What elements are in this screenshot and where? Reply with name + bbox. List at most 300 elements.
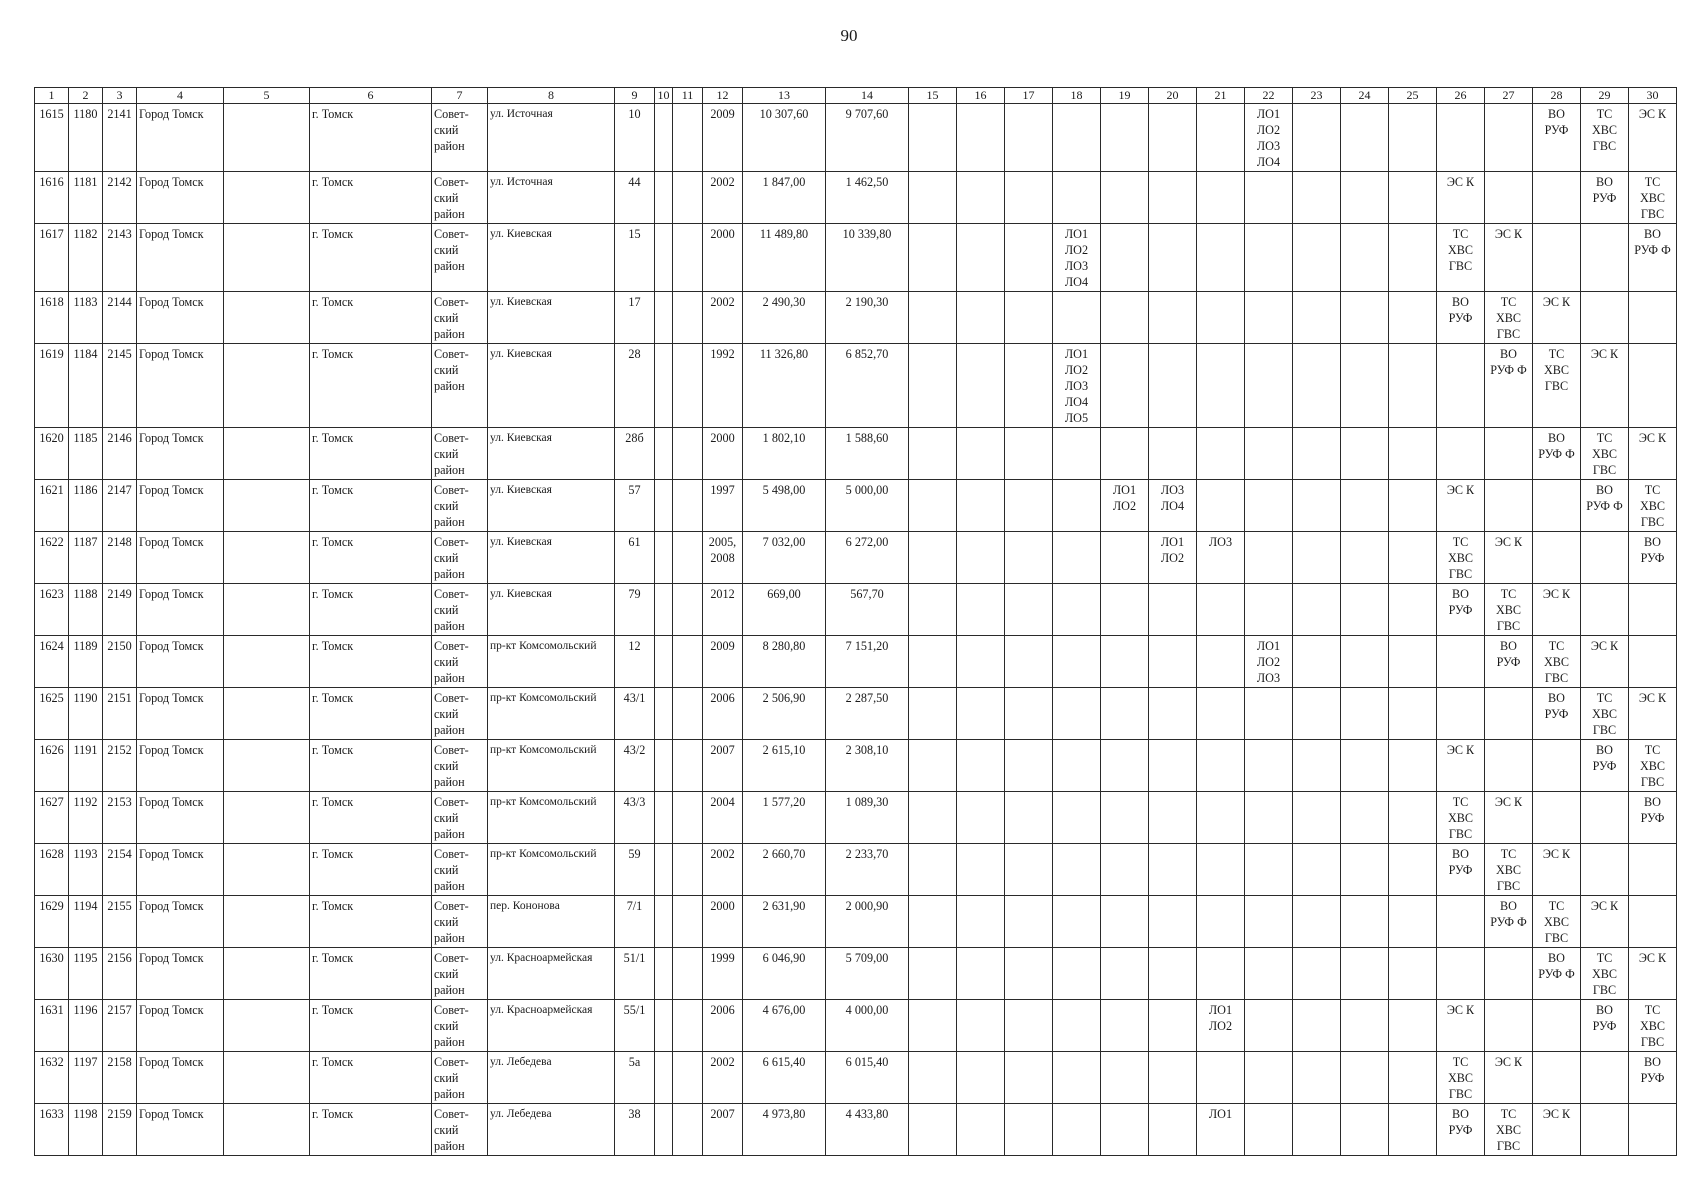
table-cell-col-8: ул. Киевская — [488, 292, 615, 344]
table-cell-col-10 — [655, 428, 673, 480]
table-cell-col-30 — [1629, 292, 1677, 344]
table-cell-col-15 — [909, 948, 957, 1000]
table-cell-col-10 — [655, 480, 673, 532]
table-cell-col-16 — [957, 636, 1005, 688]
table-cell-col-25 — [1389, 688, 1437, 740]
table-cell-col-22: ЛО1 ЛО2 ЛО3 — [1245, 636, 1293, 688]
table-row — [35, 896, 1677, 948]
table-cell-col-2: 1186 — [69, 480, 103, 532]
table-cell-col-14: 7 151,20 — [826, 636, 909, 688]
table-cell-col-11 — [673, 224, 703, 292]
table-cell-col-19 — [1101, 1104, 1149, 1156]
table-cell-col-18 — [1053, 636, 1101, 688]
table-cell-col-4: Город Томск — [137, 792, 224, 844]
table-cell-col-14: 6 852,70 — [826, 344, 909, 428]
table-cell-col-4: Город Томск — [137, 428, 224, 480]
table-cell-col-26: ЭС К — [1437, 740, 1485, 792]
table-cell-col-7: Совет- ский район — [432, 104, 488, 172]
table-cell-col-11 — [673, 292, 703, 344]
table-cell-col-29: ТС ХВС ГВС — [1581, 688, 1629, 740]
table-cell-col-21: ЛО3 — [1197, 532, 1245, 584]
table-cell-col-10 — [655, 740, 673, 792]
table-cell-col-12: 1999 — [703, 948, 743, 1000]
table-cell-col-22 — [1245, 428, 1293, 480]
table-cell-col-11 — [673, 428, 703, 480]
table-cell-col-16 — [957, 896, 1005, 948]
table-cell-col-9: 38 — [615, 1104, 655, 1156]
table-cell-col-23 — [1293, 792, 1341, 844]
table-cell-col-18 — [1053, 480, 1101, 532]
table-cell-col-11 — [673, 532, 703, 584]
table-cell-col-21 — [1197, 480, 1245, 532]
table-cell-col-26: ЭС К — [1437, 480, 1485, 532]
column-header-2: 2 — [69, 88, 103, 104]
column-header-20: 20 — [1149, 88, 1197, 104]
table-cell-col-24 — [1341, 896, 1389, 948]
table-cell-col-8: ул. Киевская — [488, 532, 615, 584]
table-row — [35, 344, 1677, 428]
column-header-15: 15 — [909, 88, 957, 104]
column-header-8: 8 — [488, 88, 615, 104]
table-cell-col-14: 4 000,00 — [826, 1000, 909, 1052]
table-cell-col-2: 1197 — [69, 1052, 103, 1104]
table-cell-col-29 — [1581, 1052, 1629, 1104]
table-cell-col-11 — [673, 948, 703, 1000]
table-cell-col-1: 1631 — [35, 1000, 69, 1052]
table-cell-col-12: 2006 — [703, 688, 743, 740]
table-cell-col-2: 1195 — [69, 948, 103, 1000]
table-cell-col-7: Совет- ский район — [432, 1052, 488, 1104]
table-cell-col-9: 43/1 — [615, 688, 655, 740]
table-cell-col-11 — [673, 844, 703, 896]
table-cell-col-11 — [673, 740, 703, 792]
column-header-14: 14 — [826, 88, 909, 104]
table-cell-col-27: ЭС К — [1485, 1052, 1533, 1104]
table-cell-col-13: 4 676,00 — [743, 1000, 826, 1052]
table-cell-col-21: ЛО1 ЛО2 — [1197, 1000, 1245, 1052]
table-cell-col-19 — [1101, 224, 1149, 292]
table-cell-col-2: 1189 — [69, 636, 103, 688]
table-cell-col-1: 1632 — [35, 1052, 69, 1104]
table-cell-col-23 — [1293, 532, 1341, 584]
table-cell-col-21 — [1197, 172, 1245, 224]
table-cell-col-17 — [1005, 844, 1053, 896]
table-cell-col-12: 2007 — [703, 740, 743, 792]
table-cell-col-30: ТС ХВС ГВС — [1629, 1000, 1677, 1052]
table-cell-col-4: Город Томск — [137, 1104, 224, 1156]
table-cell-col-7: Совет- ский район — [432, 480, 488, 532]
table-cell-col-12: 2009 — [703, 636, 743, 688]
table-cell-col-23 — [1293, 896, 1341, 948]
column-header-13: 13 — [743, 88, 826, 104]
table-cell-col-9: 28 — [615, 344, 655, 428]
table-cell-col-1: 1619 — [35, 344, 69, 428]
table-row — [35, 292, 1677, 344]
table-cell-col-10 — [655, 844, 673, 896]
table-cell-col-18 — [1053, 172, 1101, 224]
table-cell-col-30: ТС ХВС ГВС — [1629, 172, 1677, 224]
table-cell-col-29 — [1581, 792, 1629, 844]
table-cell-col-15 — [909, 1104, 957, 1156]
table-cell-col-22 — [1245, 224, 1293, 292]
table-cell-col-28: ВО РУФ Ф — [1533, 428, 1581, 480]
table-cell-col-6: г. Томск — [310, 636, 432, 688]
table-cell-col-8: ул. Киевская — [488, 224, 615, 292]
table-cell-col-7: Совет- ский район — [432, 292, 488, 344]
table-cell-col-5 — [224, 844, 310, 896]
table-cell-col-19 — [1101, 104, 1149, 172]
table-cell-col-17 — [1005, 896, 1053, 948]
table-cell-col-30: ЭС К — [1629, 948, 1677, 1000]
table-cell-col-1: 1617 — [35, 224, 69, 292]
table-cell-col-25 — [1389, 224, 1437, 292]
column-header-30: 30 — [1629, 88, 1677, 104]
table-cell-col-3: 2148 — [103, 532, 137, 584]
table-cell-col-18: ЛО1 ЛО2 ЛО3 ЛО4 — [1053, 224, 1101, 292]
table-cell-col-3: 2147 — [103, 480, 137, 532]
table-cell-col-25 — [1389, 172, 1437, 224]
page-number: 90 — [840, 26, 858, 45]
table-cell-col-3: 2156 — [103, 948, 137, 1000]
table-cell-col-8: ул. Киевская — [488, 584, 615, 636]
table-cell-col-10 — [655, 584, 673, 636]
table-row — [35, 636, 1677, 688]
table-cell-col-17 — [1005, 1052, 1053, 1104]
table-cell-col-14: 9 707,60 — [826, 104, 909, 172]
column-header-29: 29 — [1581, 88, 1629, 104]
table-cell-col-14: 1 462,50 — [826, 172, 909, 224]
table-cell-col-30: ЭС К — [1629, 428, 1677, 480]
table-cell-col-6: г. Томск — [310, 1052, 432, 1104]
table-cell-col-9: 5а — [615, 1052, 655, 1104]
table-cell-col-3: 2150 — [103, 636, 137, 688]
table-cell-col-9: 59 — [615, 844, 655, 896]
table-cell-col-27 — [1485, 1000, 1533, 1052]
table-cell-col-26 — [1437, 104, 1485, 172]
table-cell-col-19 — [1101, 688, 1149, 740]
column-header-10: 10 — [655, 88, 673, 104]
table-cell-col-1: 1623 — [35, 584, 69, 636]
table-cell-col-1: 1622 — [35, 532, 69, 584]
table-cell-col-17 — [1005, 224, 1053, 292]
table-cell-col-30: ВО РУФ — [1629, 792, 1677, 844]
table-cell-col-24 — [1341, 636, 1389, 688]
table-cell-col-4: Город Томск — [137, 584, 224, 636]
table-cell-col-6: г. Томск — [310, 948, 432, 1000]
table-cell-col-3: 2142 — [103, 172, 137, 224]
table-cell-col-3: 2157 — [103, 1000, 137, 1052]
table-cell-col-20 — [1149, 584, 1197, 636]
table-cell-col-10 — [655, 948, 673, 1000]
table-cell-col-20 — [1149, 896, 1197, 948]
table-cell-col-11 — [673, 584, 703, 636]
column-header-27: 27 — [1485, 88, 1533, 104]
table-cell-col-1: 1626 — [35, 740, 69, 792]
table-cell-col-17 — [1005, 480, 1053, 532]
table-cell-col-4: Город Томск — [137, 480, 224, 532]
table-cell-col-22 — [1245, 292, 1293, 344]
table-cell-col-10 — [655, 292, 673, 344]
table-cell-col-17 — [1005, 948, 1053, 1000]
table-cell-col-18 — [1053, 532, 1101, 584]
table-cell-col-15 — [909, 1000, 957, 1052]
table-cell-col-19 — [1101, 740, 1149, 792]
table-cell-col-13: 6 615,40 — [743, 1052, 826, 1104]
table-cell-col-30 — [1629, 844, 1677, 896]
table-cell-col-5 — [224, 636, 310, 688]
table-cell-col-22 — [1245, 584, 1293, 636]
table-cell-col-22 — [1245, 844, 1293, 896]
table-cell-col-15 — [909, 428, 957, 480]
column-header-17: 17 — [1005, 88, 1053, 104]
table-cell-col-10 — [655, 1052, 673, 1104]
table-cell-col-1: 1618 — [35, 292, 69, 344]
table-cell-col-20 — [1149, 1104, 1197, 1156]
column-header-6: 6 — [310, 88, 432, 104]
table-cell-col-1: 1615 — [35, 104, 69, 172]
table-cell-col-6: г. Томск — [310, 480, 432, 532]
table-cell-col-5 — [224, 104, 310, 172]
column-header-1: 1 — [35, 88, 69, 104]
table-cell-col-18 — [1053, 740, 1101, 792]
table-cell-col-18 — [1053, 792, 1101, 844]
table-cell-col-28 — [1533, 172, 1581, 224]
table-cell-col-14: 2 000,90 — [826, 896, 909, 948]
table-cell-col-1: 1630 — [35, 948, 69, 1000]
table-cell-col-25 — [1389, 740, 1437, 792]
table-cell-col-30 — [1629, 896, 1677, 948]
table-row — [35, 104, 1677, 172]
table-cell-col-17 — [1005, 584, 1053, 636]
table-cell-col-7: Совет- ский район — [432, 636, 488, 688]
table-cell-col-30: ВО РУФ — [1629, 532, 1677, 584]
column-header-25: 25 — [1389, 88, 1437, 104]
table-cell-col-4: Город Томск — [137, 1000, 224, 1052]
table-cell-col-12: 2002 — [703, 172, 743, 224]
column-header-18: 18 — [1053, 88, 1101, 104]
table-cell-col-11 — [673, 344, 703, 428]
table-cell-col-25 — [1389, 1052, 1437, 1104]
table-cell-col-17 — [1005, 104, 1053, 172]
table-cell-col-10 — [655, 104, 673, 172]
table-cell-col-7: Совет- ский район — [432, 428, 488, 480]
table-cell-col-16 — [957, 740, 1005, 792]
table-cell-col-8: ул. Источная — [488, 172, 615, 224]
table-cell-col-2: 1185 — [69, 428, 103, 480]
table-cell-col-4: Город Томск — [137, 688, 224, 740]
table-cell-col-12: 2012 — [703, 584, 743, 636]
table-cell-col-3: 2153 — [103, 792, 137, 844]
table-cell-col-14: 6 015,40 — [826, 1052, 909, 1104]
table-cell-col-15 — [909, 172, 957, 224]
table-cell-col-22 — [1245, 480, 1293, 532]
table-cell-col-5 — [224, 428, 310, 480]
table-cell-col-4: Город Томск — [137, 104, 224, 172]
table-cell-col-3: 2158 — [103, 1052, 137, 1104]
table-cell-col-7: Совет- ский район — [432, 172, 488, 224]
table-cell-col-6: г. Томск — [310, 896, 432, 948]
table-cell-col-22 — [1245, 896, 1293, 948]
table-cell-col-14: 10 339,80 — [826, 224, 909, 292]
table-cell-col-3: 2149 — [103, 584, 137, 636]
table-row — [35, 584, 1677, 636]
table-cell-col-2: 1181 — [69, 172, 103, 224]
table-cell-col-17 — [1005, 428, 1053, 480]
table-cell-col-4: Город Томск — [137, 740, 224, 792]
table-cell-col-20 — [1149, 224, 1197, 292]
table-cell-col-27: ВО РУФ Ф — [1485, 896, 1533, 948]
table-cell-col-16 — [957, 480, 1005, 532]
table-row — [35, 428, 1677, 480]
table-cell-col-28: ЭС К — [1533, 584, 1581, 636]
table-cell-col-1: 1624 — [35, 636, 69, 688]
table-cell-col-9: 57 — [615, 480, 655, 532]
table-cell-col-29 — [1581, 292, 1629, 344]
table-cell-col-7: Совет- ский район — [432, 688, 488, 740]
table-cell-col-26: ВО РУФ — [1437, 292, 1485, 344]
table-cell-col-26: ВО РУФ — [1437, 584, 1485, 636]
table-cell-col-2: 1194 — [69, 896, 103, 948]
table-cell-col-4: Город Томск — [137, 896, 224, 948]
table-cell-col-16 — [957, 344, 1005, 428]
table-cell-col-26: ЭС К — [1437, 1000, 1485, 1052]
table-cell-col-5 — [224, 532, 310, 584]
table-cell-col-27: ЭС К — [1485, 792, 1533, 844]
table-cell-col-3: 2144 — [103, 292, 137, 344]
table-cell-col-22 — [1245, 948, 1293, 1000]
table-cell-col-29: ВО РУФ Ф — [1581, 480, 1629, 532]
table-cell-col-2: 1191 — [69, 740, 103, 792]
table-cell-col-7: Совет- ский район — [432, 896, 488, 948]
table-cell-col-25 — [1389, 896, 1437, 948]
column-header-26: 26 — [1437, 88, 1485, 104]
table-cell-col-14: 567,70 — [826, 584, 909, 636]
table-cell-col-27: ЭС К — [1485, 532, 1533, 584]
table-cell-col-15 — [909, 104, 957, 172]
table-cell-col-29: ЭС К — [1581, 636, 1629, 688]
table-cell-col-1: 1621 — [35, 480, 69, 532]
table-cell-col-20 — [1149, 792, 1197, 844]
table-cell-col-17 — [1005, 292, 1053, 344]
table-cell-col-27: ТС ХВС ГВС — [1485, 584, 1533, 636]
table-cell-col-13: 2 490,30 — [743, 292, 826, 344]
table-row — [35, 948, 1677, 1000]
table-cell-col-29 — [1581, 532, 1629, 584]
table-cell-col-11 — [673, 688, 703, 740]
table-cell-col-19 — [1101, 532, 1149, 584]
table-cell-col-11 — [673, 792, 703, 844]
table-cell-col-2: 1180 — [69, 104, 103, 172]
table-cell-col-29 — [1581, 224, 1629, 292]
table-cell-col-16 — [957, 1052, 1005, 1104]
registry-table — [34, 87, 1677, 1156]
table-cell-col-19 — [1101, 584, 1149, 636]
table-cell-col-5 — [224, 792, 310, 844]
table-cell-col-9: 10 — [615, 104, 655, 172]
table-cell-col-10 — [655, 688, 673, 740]
column-header-5: 5 — [224, 88, 310, 104]
table-cell-col-24 — [1341, 480, 1389, 532]
table-cell-col-19 — [1101, 428, 1149, 480]
table-cell-col-22 — [1245, 740, 1293, 792]
table-cell-col-20 — [1149, 104, 1197, 172]
table-cell-col-15 — [909, 636, 957, 688]
table-cell-col-22 — [1245, 172, 1293, 224]
table-cell-col-27: ТС ХВС ГВС — [1485, 844, 1533, 896]
table-cell-col-16 — [957, 172, 1005, 224]
table-cell-col-9: 28б — [615, 428, 655, 480]
table-cell-col-4: Город Томск — [137, 636, 224, 688]
table-cell-col-24 — [1341, 792, 1389, 844]
table-cell-col-11 — [673, 480, 703, 532]
table-cell-col-6: г. Томск — [310, 1104, 432, 1156]
table-cell-col-13: 4 973,80 — [743, 1104, 826, 1156]
table-cell-col-22 — [1245, 1104, 1293, 1156]
table-cell-col-25 — [1389, 292, 1437, 344]
table-cell-col-10 — [655, 636, 673, 688]
table-cell-col-7: Совет- ский район — [432, 584, 488, 636]
table-cell-col-6: г. Томск — [310, 740, 432, 792]
table-cell-col-8: ул. Лебедева — [488, 1104, 615, 1156]
table-cell-col-4: Город Томск — [137, 844, 224, 896]
table-cell-col-13: 2 660,70 — [743, 844, 826, 896]
table-cell-col-29: ТС ХВС ГВС — [1581, 428, 1629, 480]
table-cell-col-19 — [1101, 792, 1149, 844]
table-cell-col-10 — [655, 532, 673, 584]
table-cell-col-9: 17 — [615, 292, 655, 344]
table-cell-col-15 — [909, 1052, 957, 1104]
table-cell-col-9: 43/3 — [615, 792, 655, 844]
table-cell-col-5 — [224, 688, 310, 740]
table-cell-col-28: ВО РУФ — [1533, 688, 1581, 740]
table-cell-col-17 — [1005, 740, 1053, 792]
table-cell-col-19: ЛО1 ЛО2 — [1101, 480, 1149, 532]
table-cell-col-10 — [655, 792, 673, 844]
column-header-16: 16 — [957, 88, 1005, 104]
table-cell-col-23 — [1293, 948, 1341, 1000]
column-header-23: 23 — [1293, 88, 1341, 104]
table-cell-col-28: ТС ХВС ГВС — [1533, 344, 1581, 428]
table-cell-col-17 — [1005, 532, 1053, 584]
table-cell-col-1: 1625 — [35, 688, 69, 740]
table-cell-col-22: ЛО1 ЛО2 ЛО3 ЛО4 — [1245, 104, 1293, 172]
table-cell-col-28: ЭС К — [1533, 1104, 1581, 1156]
table-cell-col-5 — [224, 584, 310, 636]
table-cell-col-16 — [957, 532, 1005, 584]
table-cell-col-8: пер. Кононова — [488, 896, 615, 948]
table-cell-col-9: 61 — [615, 532, 655, 584]
table-cell-col-5 — [224, 1104, 310, 1156]
table-cell-col-23 — [1293, 428, 1341, 480]
table-cell-col-5 — [224, 740, 310, 792]
column-header-4: 4 — [137, 88, 224, 104]
table-cell-col-29: ЭС К — [1581, 896, 1629, 948]
table-cell-col-27 — [1485, 740, 1533, 792]
table-cell-col-3: 2143 — [103, 224, 137, 292]
table-cell-col-20 — [1149, 1052, 1197, 1104]
table-cell-col-8: ул. Киевская — [488, 344, 615, 428]
table-cell-col-20 — [1149, 948, 1197, 1000]
table-cell-col-23 — [1293, 740, 1341, 792]
table-cell-col-26: ЭС К — [1437, 172, 1485, 224]
table-cell-col-29: ВО РУФ — [1581, 740, 1629, 792]
table-cell-col-6: г. Томск — [310, 532, 432, 584]
table-row — [35, 1104, 1677, 1156]
table-cell-col-3: 2151 — [103, 688, 137, 740]
table-cell-col-7: Совет- ский район — [432, 844, 488, 896]
table-cell-col-19 — [1101, 844, 1149, 896]
column-header-21: 21 — [1197, 88, 1245, 104]
